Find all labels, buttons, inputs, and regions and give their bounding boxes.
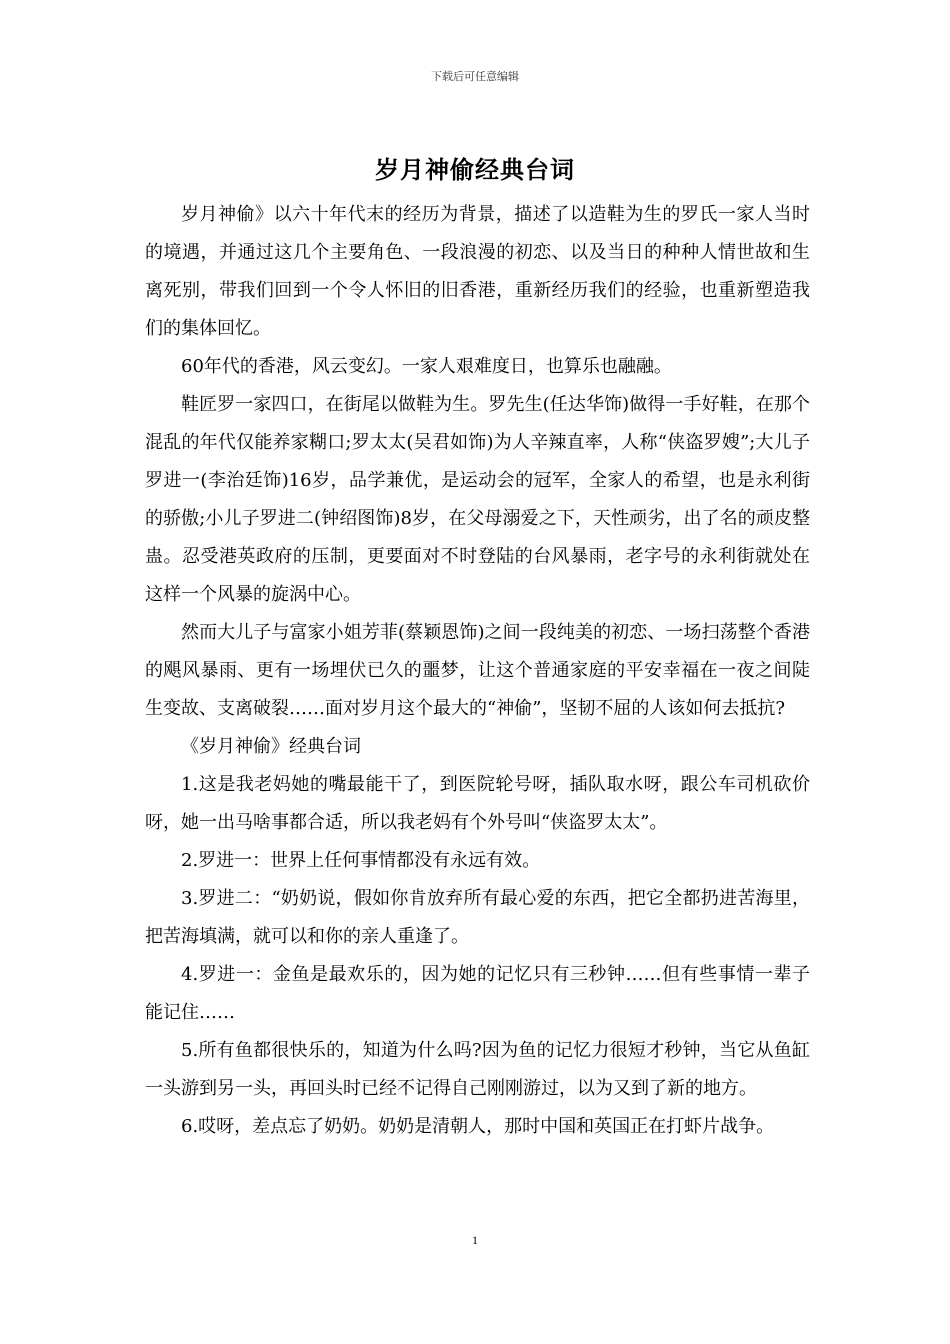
quote-item: 3.罗进二：“奶奶说，假如你肯放弃所有最心爱的东西，把它全都扔进苦海里，把苦海填满，就可以和你的亲人重逢了。	[145, 888, 810, 947]
section-heading: 《岁月神偷》经典台词	[181, 736, 361, 757]
page-number: 1	[472, 1233, 478, 1247]
body-paragraph: 鞋匠罗一家四口，在街尾以做鞋为生。罗先生(任达华饰)做得一手好鞋，在那个混乱的年代仅能养家糊口;罗太太(吴君如饰)为人辛辣直率，人称“侠盗罗嫂”;大儿子罗进一(李治廷饰)16岁，品学兼优，是运动会的冠军，全家人的希望，也是永利街的骄傲;小儿子罗进二(钟绍图饰)8岁，在父母溺爱之下，天性顽劣，出了名的顽皮整蛊。忍受港英政府的压制，更要面对不时登陆的台风暴雨，老字号的永利街就处在这样一个风暴的旋涡中心。	[145, 394, 810, 605]
body-paragraph: 60年代的香港，风云变幻。一家人艰难度日，也算乐也融融。	[181, 356, 672, 377]
page-header-note: 下载后可任意编辑	[431, 70, 519, 83]
quote-item: 4.罗进一：金鱼是最欢乐的，因为她的记忆只有三秒钟……但有些事情一辈子能记住……	[145, 964, 810, 1023]
document-title: 岁月神偷经典台词	[375, 156, 575, 184]
quote-item: 5.所有鱼都很快乐的，知道为什么吗?因为鱼的记忆力很短才秒钟，当它从鱼缸一头游到另一头，再回头时已经不记得自己刚刚游过，以为又到了新的地方。	[145, 1040, 810, 1099]
quote-item: 6.哎呀，差点忘了奶奶。奶奶是清朝人，那时中国和英国正在打虾片战争。	[181, 1116, 775, 1137]
document-body	[145, 196, 810, 1146]
body-paragraph: 岁月神偷》以六十年代末的经历为背景，描述了以造鞋为生的罗氏一家人当时的境遇，并通过这几个主要角色、一段浪漫的初恋、以及当日的种种人情世故和生离死别，带我们回到一个令人怀旧的旧香港，重新经历我们的经验，也重新塑造我们的集体回忆。	[145, 204, 810, 339]
quote-item: 1.这是我老妈她的嘴最能干了，到医院轮号呀，插队取水呀，跟公车司机砍价呀，她一出马啥事都合适，所以我老妈有个外号叫“侠盗罗太太”。	[145, 774, 810, 833]
quote-item: 2.罗进一：世界上任何事情都没有永远有效。	[181, 850, 541, 871]
body-paragraph: 然而大儿子与富家小姐芳菲(蔡颖恩饰)之间一段纯美的初恋、一场扫荡整个香港的飓风暴雨、更有一场埋伏已久的噩梦，让这个普通家庭的平安幸福在一夜之间陡生变故、支离破裂……面对岁月这个最大的“神偷”，坚韧不屈的人该如何去抵抗?	[145, 622, 810, 719]
